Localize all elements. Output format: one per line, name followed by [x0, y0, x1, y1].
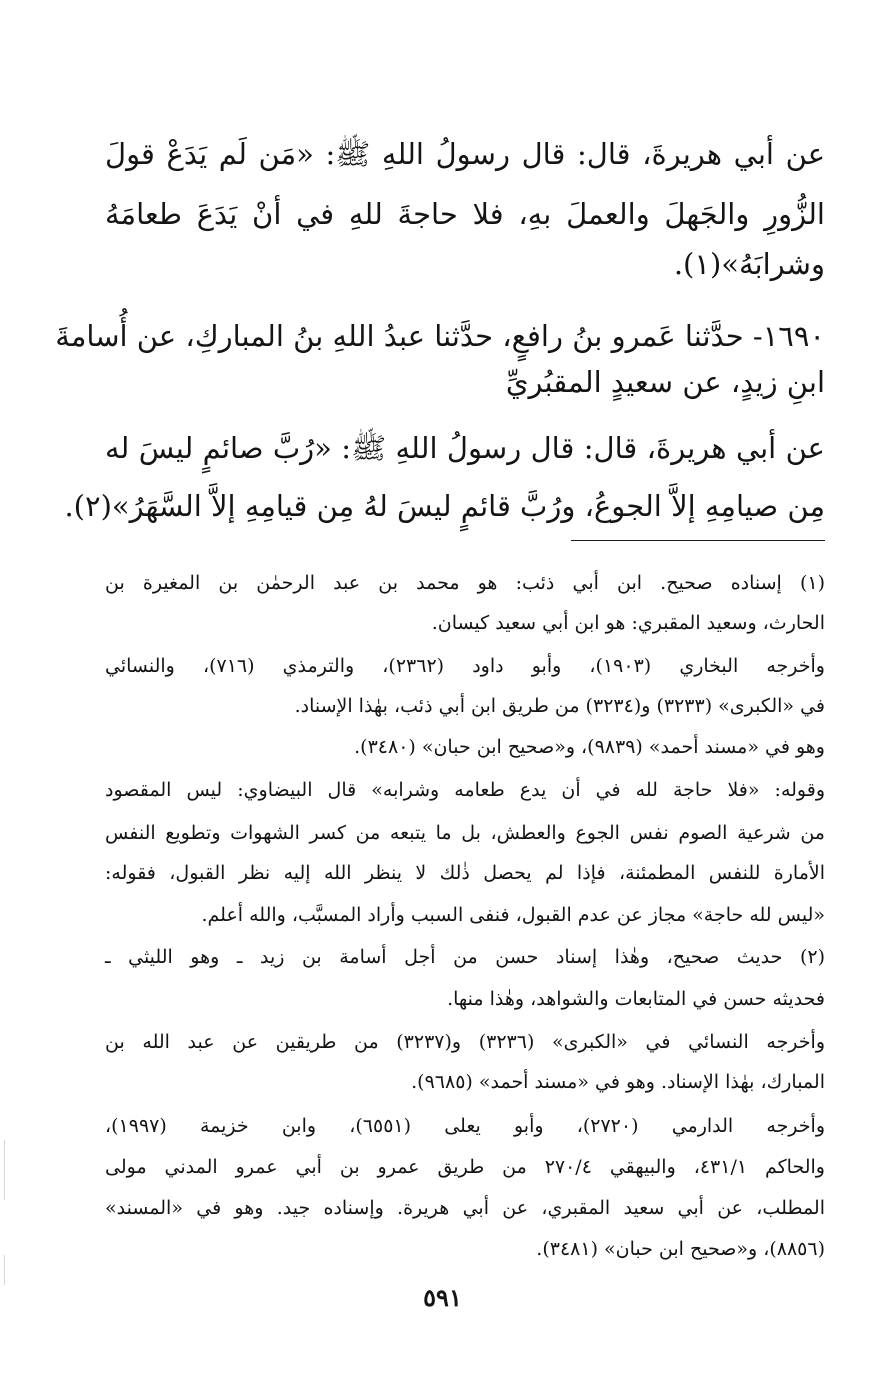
footnote-line: المطلب، عن أبي سعيد المقبري، عن أبي هريرة. وإسناده جيد. وهو في «المسند»: [105, 1197, 825, 1219]
footnote-line: والحاكم ٤٣١/١، والبيهقي ٢٧٠/٤ من طريق عمرو بن أبي عمرو المدني مولى: [105, 1156, 825, 1178]
footnote-line: وأخرجه النسائي في «الكبرى» (٣٢٣٦) و(٣٢٣٧) من طريقين عن عبد الله بن: [105, 1031, 825, 1053]
footnote-line: (٨٨٥٦)، و«صحيح ابن حبان» (٣٤٨١).: [536, 1238, 825, 1260]
main-text-line: عن أبي هريرةَ، قال: قال رسولُ اللهِ ﷺ: «رُبَّ صائمٍ ليسَ له: [105, 431, 825, 465]
footnote-line: وأخرجه الدارمي (٢٧٢٠)، وأبو يعلى (٦٥٥١)، وابن خزيمة (١٩٩٧)،: [105, 1115, 825, 1137]
footnote-line: وهو في «مسند أحمد» (٩٨٣٩)، و«صحيح ابن حبان» (٣٤٨٠).: [354, 736, 825, 758]
main-text-line: وشرابَهُ»(١).: [673, 247, 825, 281]
footnote-line: من شرعية الصوم نفس الجوع والعطش، بل ما يتبعه من كسر الشهوات وتطويع النفس: [105, 822, 825, 844]
footnote-line: «ليس لله حاجة» مجاز عن عدم القبول، فنفى السبب وأراد المسبَّب، والله أعلم.: [201, 904, 825, 926]
main-text-line: مِن صيامِهِ إلاَّ الجوعُ، ورُبَّ قائمٍ ليسَ لهُ مِن قيامِهِ إلاَّ السَّهَرُ»(٢).: [64, 489, 825, 523]
footnote-line: وقوله: «فلا حاجة لله في أن يدع طعامه وشرابه» قال البيضاوي: ليس المقصود: [105, 779, 825, 801]
hadith-chain-line: ١٦٩٠- حدَّثنا عَمرو بنُ رافعٍ، حدَّثنا عبدُ اللهِ بنُ المباركِ، عن أُسامةَ: [55, 319, 825, 353]
scan-edge-mark: [4, 1140, 5, 1200]
footnote-line: الأمارة للنفس المطمئنة، فإذا لم يحصل ذٰلك لا ينظر الله إليه نظر القبول، فقوله:: [105, 862, 825, 884]
main-text-line: عن أبي هريرةَ، قال: قال رسولُ اللهِ ﷺ: «مَن لَم يَدَعْ قولَ: [105, 137, 825, 171]
main-text-line: الزُّورِ والجَهلَ والعملَ بهِ، فلا حاجةَ للهِ في أنْ يَدَعَ طعامَهُ: [105, 197, 825, 231]
footnote-line: (٢) حديث صحيح، وهٰذا إسناد حسن من أجل أسامة بن زيد ـ وهو الليثي ـ: [105, 946, 825, 968]
footnote-line: وأخرجه البخاري (١٩٠٣)، وأبو داود (٢٣٦٢)، والترمذي (٧١٦)، والنسائي: [105, 655, 825, 677]
footnote-line: في «الكبرى» (٣٢٣٣) و(٣٢٣٤) من طريق ابن أبي ذئب، بهٰذا الإسناد.: [294, 695, 825, 717]
footnote-line: (١) إسناده صحيح. ابن أبي ذئب: هو محمد بن عبد الرحمٰن بن المغيرة بن: [105, 572, 825, 594]
hadith-chain-line: ابنِ زيدٍ، عن سعيدٍ المقبُريِّ: [505, 365, 825, 399]
footnote-divider: [571, 540, 825, 541]
page-number: ٥٩١: [423, 1283, 462, 1312]
footnote-line: فحديثه حسن في المتابعات والشواهد، وهٰذا منها.: [447, 988, 825, 1010]
footnote-line: الحارث، وسعيد المقبري: هو ابن أبي سعيد كيسان.: [431, 612, 825, 634]
footnote-line: المبارك، بهٰذا الإسناد. وهو في «مسند أحمد» (٩٦٨٥).: [411, 1071, 825, 1093]
scan-edge-mark: [4, 1255, 5, 1285]
